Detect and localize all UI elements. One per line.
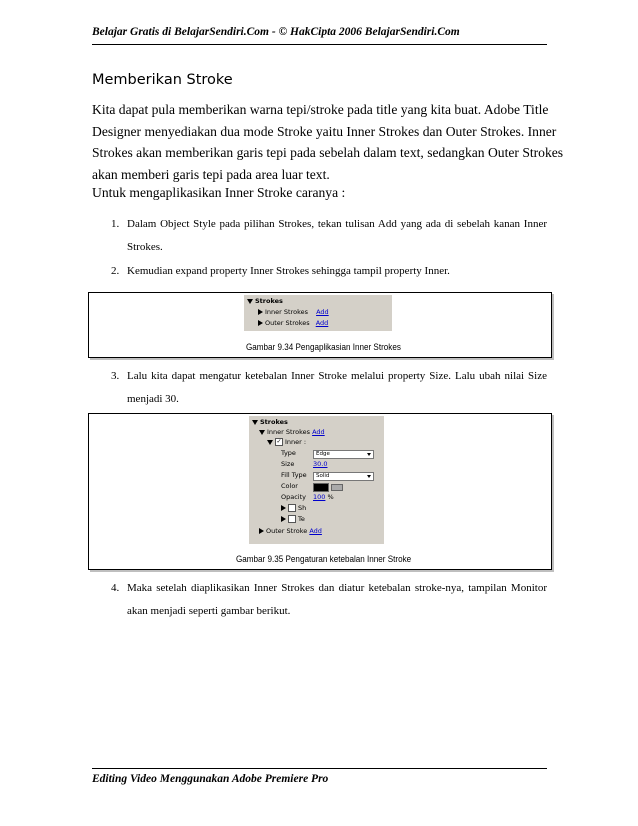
sheen-label: Sh: [298, 504, 307, 512]
type-label: Type: [281, 449, 296, 457]
step-number: 2.: [111, 265, 120, 277]
expand-right-icon: [259, 528, 264, 534]
dropdown-arrow-icon: [367, 453, 371, 456]
strokes-panel-screenshot: [244, 295, 392, 331]
eyedropper-icon[interactable]: [331, 484, 343, 491]
expand-right-icon: [281, 516, 286, 522]
header-divider: [92, 44, 547, 45]
inner-strokes-label: Inner Strokes: [265, 308, 308, 316]
step-number: 4.: [111, 582, 120, 594]
stroke-settings-panel-screenshot: [249, 416, 384, 544]
figure-1-caption: Gambar 9.34 Pengaplikasian Inner Strokes: [246, 342, 401, 352]
intro-paragraph: [92, 99, 564, 185]
inner-row: [267, 437, 306, 448]
opacity-value[interactable]: 100: [313, 493, 326, 501]
inner-strokes-row: [258, 307, 329, 318]
add-inner-stroke-link[interactable]: Add: [312, 428, 325, 436]
step-line: Lalu kita dapat mengatur ketebalan Inner Stroke melalui property Size. Lalu ubah nilai Size: [127, 370, 547, 382]
steps-intro: Untuk mengaplikasikan Inner Stroke caranya :: [92, 185, 346, 200]
expand-right-icon: [258, 309, 263, 315]
add-outer-stroke-link[interactable]: Add: [315, 319, 329, 327]
outer-strokes-label: Outer Stroke: [266, 527, 308, 535]
expand-right-icon: [281, 505, 286, 511]
size-label: Size: [281, 460, 295, 468]
paragraph-line: Strokes akan memberikan garis tepi pada sebelah dalam text, sedangkan Outer Strokes: [92, 145, 564, 161]
step-number: 3.: [111, 370, 120, 382]
texture-checkbox[interactable]: [288, 515, 296, 523]
step-number: 1.: [111, 218, 120, 230]
texture-label: Te: [298, 515, 305, 523]
paragraph-line: Kita dapat pula memberikan warna tepi/stroke pada title yang kita buat. Adobe Title: [92, 102, 549, 117]
page-header: Belajar Gratis di BelajarSendiri.Com - © HakCipta 2006 BelajarSendiri.Com: [92, 26, 460, 38]
expand-down-icon: [247, 299, 253, 304]
size-value[interactable]: 30.0: [313, 460, 328, 468]
step-line: Kemudian expand property Inner Strokes sehingga tampil property Inner.: [127, 265, 450, 277]
expand-down-icon: [252, 420, 258, 425]
inner-strokes-label: Inner Strokes: [267, 428, 310, 436]
expand-down-icon: [267, 440, 273, 445]
step-line: menjadi 30.: [127, 393, 179, 405]
type-dropdown[interactable]: [313, 450, 374, 459]
add-outer-stroke-link[interactable]: Add: [309, 527, 322, 535]
page-footer: Editing Video Menggunakan Adobe Premiere Pro: [92, 773, 329, 785]
fill-type-value: Solid: [316, 473, 330, 479]
strokes-group: [247, 296, 283, 307]
strokes-label: Strokes: [255, 297, 283, 305]
sheen-row: [281, 503, 306, 514]
color-label: Color: [281, 482, 298, 490]
add-inner-stroke-link[interactable]: Add: [316, 308, 329, 316]
outer-strokes-row: [259, 526, 322, 537]
inner-checkbox[interactable]: ✓: [276, 438, 282, 445]
step-line: Strokes.: [127, 241, 163, 253]
fill-type-dropdown[interactable]: [313, 472, 374, 481]
strokes-label: Strokes: [260, 418, 288, 426]
opacity-row: [313, 492, 334, 503]
step-line: Dalam Object Style pada pilihan Strokes, tekan tulisan Add yang ada di sebelah kanan Inner: [127, 218, 547, 230]
step-line: Maka setelah diaplikasikan Inner Strokes dan diatur ketebalan stroke-nya, tampilan Monitor: [127, 582, 547, 594]
dropdown-arrow-icon: [367, 475, 371, 478]
section-title: Memberikan Stroke: [92, 72, 233, 88]
figure-2-caption: Gambar 9.35 Pengaturan ketebalan Inner Stroke: [236, 554, 412, 564]
inner-label: Inner :: [285, 438, 307, 446]
opacity-label: Opacity: [281, 493, 307, 501]
opacity-unit: %: [327, 493, 334, 501]
outer-strokes-label: Outer Strokes: [265, 319, 310, 327]
footer-divider: [92, 768, 547, 769]
figure-1: [88, 292, 552, 358]
step-line: akan menjadi seperti gambar berikut.: [127, 605, 291, 617]
fill-type-label: Fill Type: [281, 471, 307, 479]
color-swatch[interactable]: [313, 483, 329, 492]
paragraph-line: Designer menyediakan dua mode Stroke yaitu Inner Strokes dan Outer Strokes. Inner: [92, 123, 557, 139]
expand-down-icon: [259, 430, 265, 435]
texture-row: [281, 514, 305, 525]
sheen-checkbox[interactable]: [288, 504, 296, 512]
paragraph-line: akan memberi garis tepi pada area luar text.: [92, 166, 330, 182]
figure-2: [88, 413, 552, 570]
type-value: Edge: [316, 451, 330, 457]
outer-strokes-row: [258, 318, 328, 329]
expand-right-icon: [258, 320, 263, 326]
